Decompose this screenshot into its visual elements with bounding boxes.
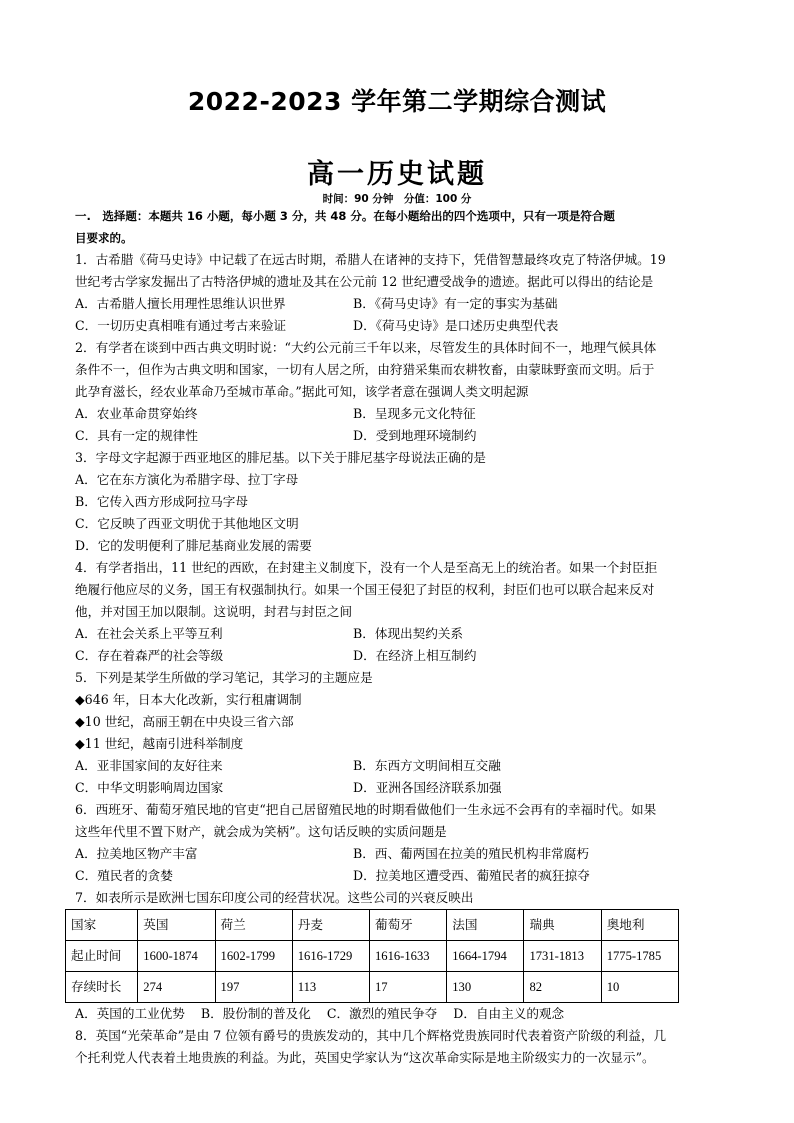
exam-title: 2022-2023 学年第二学期综合测试 [187, 87, 607, 116]
table-cell: 17 [369, 972, 446, 1003]
note-item: ◆10 世纪，高丽王朝在中央设三省六部 [75, 714, 294, 729]
company-table [65, 909, 679, 1003]
table-header-row [66, 910, 679, 941]
table-header-cell: 葡萄牙 [369, 910, 446, 941]
question-5 [75, 667, 725, 799]
option-b: B．股份制的普及化 [200, 1006, 311, 1021]
table-cell: 10 [601, 972, 678, 1003]
option-a: A．拉美地区物产丰富 [75, 846, 198, 861]
option-row [75, 425, 725, 447]
table-cell: 存续时长 [66, 972, 138, 1003]
table-cell: 130 [447, 972, 524, 1003]
table-cell: 82 [524, 972, 601, 1003]
option-row [75, 645, 725, 667]
option-a: A．在社会关系上平等互利 [75, 626, 223, 641]
option-a: A．农业革命贯穿始终 [75, 406, 198, 421]
question-text: 2．有学者在谈到中西古典文明时说：“大约公元前三千年以来，尽管发生的具体时间不一，地理气候具体 [75, 340, 657, 355]
table-cell: 1602-1799 [215, 941, 292, 972]
option-a: A．古希腊人擅长用理性思维认识世界 [75, 296, 286, 311]
question-4 [75, 557, 725, 667]
question-text: 绝履行他应尽的义务，国王有权强制执行。如果一个国王侵犯了封臣的权利，封臣们也可以联合起来反对 [75, 582, 655, 597]
question-text: 6．西班牙、葡萄牙殖民地的官吏“把自己居留殖民地的时期看做他们一生永远不会再有的幸福时代。如果 [75, 802, 657, 817]
table-cell: 1600-1874 [138, 941, 215, 972]
exam-content [71, 205, 725, 1069]
option-d: D．亚洲各国经济联系加强 [353, 780, 502, 795]
option-row [75, 623, 725, 645]
option-b: B．它传入西方形成阿拉马字母 [75, 494, 248, 509]
question-text: 3．字母文字起源于西亚地区的腓尼基。以下关于腓尼基字母说法正确的是 [75, 450, 487, 465]
option-d: D．受到地理环境制约 [353, 428, 477, 443]
option-b: B．体现出契约关系 [353, 626, 464, 641]
option-c: C．存在着森严的社会等级 [75, 648, 224, 663]
option-c: C．殖民者的贪婪 [75, 868, 173, 883]
table-header-cell: 英国 [138, 910, 215, 941]
option-a: A．亚非国家间的友好往来 [75, 758, 223, 773]
option-b: B．东西方文明间相互交融 [353, 758, 501, 773]
option-row [75, 755, 725, 777]
table-row [66, 972, 679, 1003]
option-c: C．它反映了西亚文明优于其他地区文明 [75, 516, 299, 531]
table-row [66, 941, 679, 972]
question-6 [75, 799, 725, 887]
option-d: D．拉美地区遭受西、葡殖民者的疯狂掠夺 [353, 868, 590, 883]
option-d: D．《荷马史诗》是口述历史典型代表 [353, 318, 559, 333]
option-c: C．具有一定的规律性 [75, 428, 198, 443]
table-cell: 起止时间 [66, 941, 138, 972]
question-text: 8．英国“光荣革命”是由 7 位领有爵号的贵族发动的，其中几个辉格党贵族同时代表着资产阶级的利益，几 [75, 1028, 667, 1043]
option-b: B．西、葡两国在拉美的殖民机构非常腐朽 [353, 846, 589, 861]
option-d: D．在经济上相互制约 [353, 648, 477, 663]
subject-title: 高一历史试题 [307, 159, 487, 190]
note-item: ◆646 年，日本大化改新，实行租庸调制 [75, 692, 302, 707]
question-text: 7．如表所示是欧洲七国东印度公司的经营状况。这些公司的兴衰反映出 [75, 890, 474, 905]
question-text: 5．下列是某学生所做的学习笔记，其学习的主题应是 [75, 670, 373, 685]
question-text: 他，并对国王加以限制。这说明，封君与封臣之间 [75, 604, 353, 619]
option-row [75, 403, 725, 425]
question-text: 此孕育滋长，经农业革命乃至城市革命。”据此可知，该学者意在强调人类文明起源 [75, 384, 529, 399]
table-header-cell: 国家 [66, 910, 138, 941]
table-header-cell: 瑞典 [524, 910, 601, 941]
option-c: C．一切历史真相唯有通过考古来验证 [75, 318, 287, 333]
question-text: 这些年代里不置下财产，就会成为笑柄”。这句话反映的实质问题是 [75, 824, 447, 839]
option-row [75, 865, 725, 887]
question-text: 4．有学者指出，11 世纪的西欧，在封建主义制度下，没有一个人是至高无上的统治者。如果一个封臣拒 [75, 560, 658, 575]
question-7 [71, 887, 725, 1025]
table-cell: 274 [138, 972, 215, 1003]
table-header-cell: 丹麦 [292, 910, 369, 941]
table-cell: 1616-1633 [369, 941, 446, 972]
question-text: 个托利党人代表着土地贵族的利益。为此，英国史学家认为“这次革命实际是地主阶级实力的一次显示”。 [75, 1050, 655, 1065]
option-b: B．呈现多元文化特征 [353, 406, 476, 421]
table-cell: 113 [292, 972, 369, 1003]
option-row [75, 843, 725, 865]
option-row [75, 777, 725, 799]
exam-meta: 时间：90 分钟 分值：100 分 [322, 193, 472, 205]
table-cell: 1731-1813 [524, 941, 601, 972]
question-2 [75, 337, 725, 447]
section-heading-line: 目要求的。 [75, 231, 133, 245]
option-row [75, 293, 725, 315]
section-heading-line: 一. 选择题：本题共 16 小题，每小题 3 分，共 48 分。在每小题给出的四个选项中，只有一项是符合题 [75, 209, 615, 223]
option-row [75, 1003, 725, 1025]
option-c: C．激烈的殖民争夺 [326, 1006, 438, 1021]
question-text: 条件不一，但作为古典文明和国家，一切有人居之所，由狩猎采集而农耕牧畜，由蒙昧野蛮而文明。后于 [75, 362, 655, 377]
table-cell: 1616-1729 [292, 941, 369, 972]
option-row [75, 315, 725, 337]
option-d: D．它的发明便利了腓尼基商业发展的需要 [75, 538, 312, 553]
table-header-cell: 荷兰 [215, 910, 292, 941]
option-d: D．自由主义的观念 [453, 1006, 565, 1021]
question-text: 1．古希腊《荷马史诗》中记载了在远古时期，希腊人在诸神的支持下，凭借智慧最终攻克了特洛伊城。19 [75, 252, 666, 267]
section-heading [75, 205, 725, 249]
question-text: 世纪考古学家发掘出了古特洛伊城的遗址及其在公元前 12 世纪遭受战争的遗迹。据此可以得出的结论是 [75, 274, 654, 289]
table-cell: 197 [215, 972, 292, 1003]
question-3 [75, 447, 725, 557]
table-cell: 1775-1785 [601, 941, 678, 972]
option-b: B．《荷马史诗》有一定的事实为基础 [353, 296, 558, 311]
note-item: ◆11 世纪，越南引进科举制度 [75, 736, 244, 751]
table-header-cell: 法国 [447, 910, 524, 941]
table-cell: 1664-1794 [447, 941, 524, 972]
option-a: A．英国的工业优势 [75, 1006, 185, 1021]
question-1 [75, 249, 725, 337]
table-header-cell: 奥地利 [601, 910, 678, 941]
question-8 [75, 1025, 725, 1069]
option-a: A．它在东方演化为希腊字母、拉丁字母 [75, 472, 299, 487]
option-c: C．中华文明影响周边国家 [75, 780, 224, 795]
